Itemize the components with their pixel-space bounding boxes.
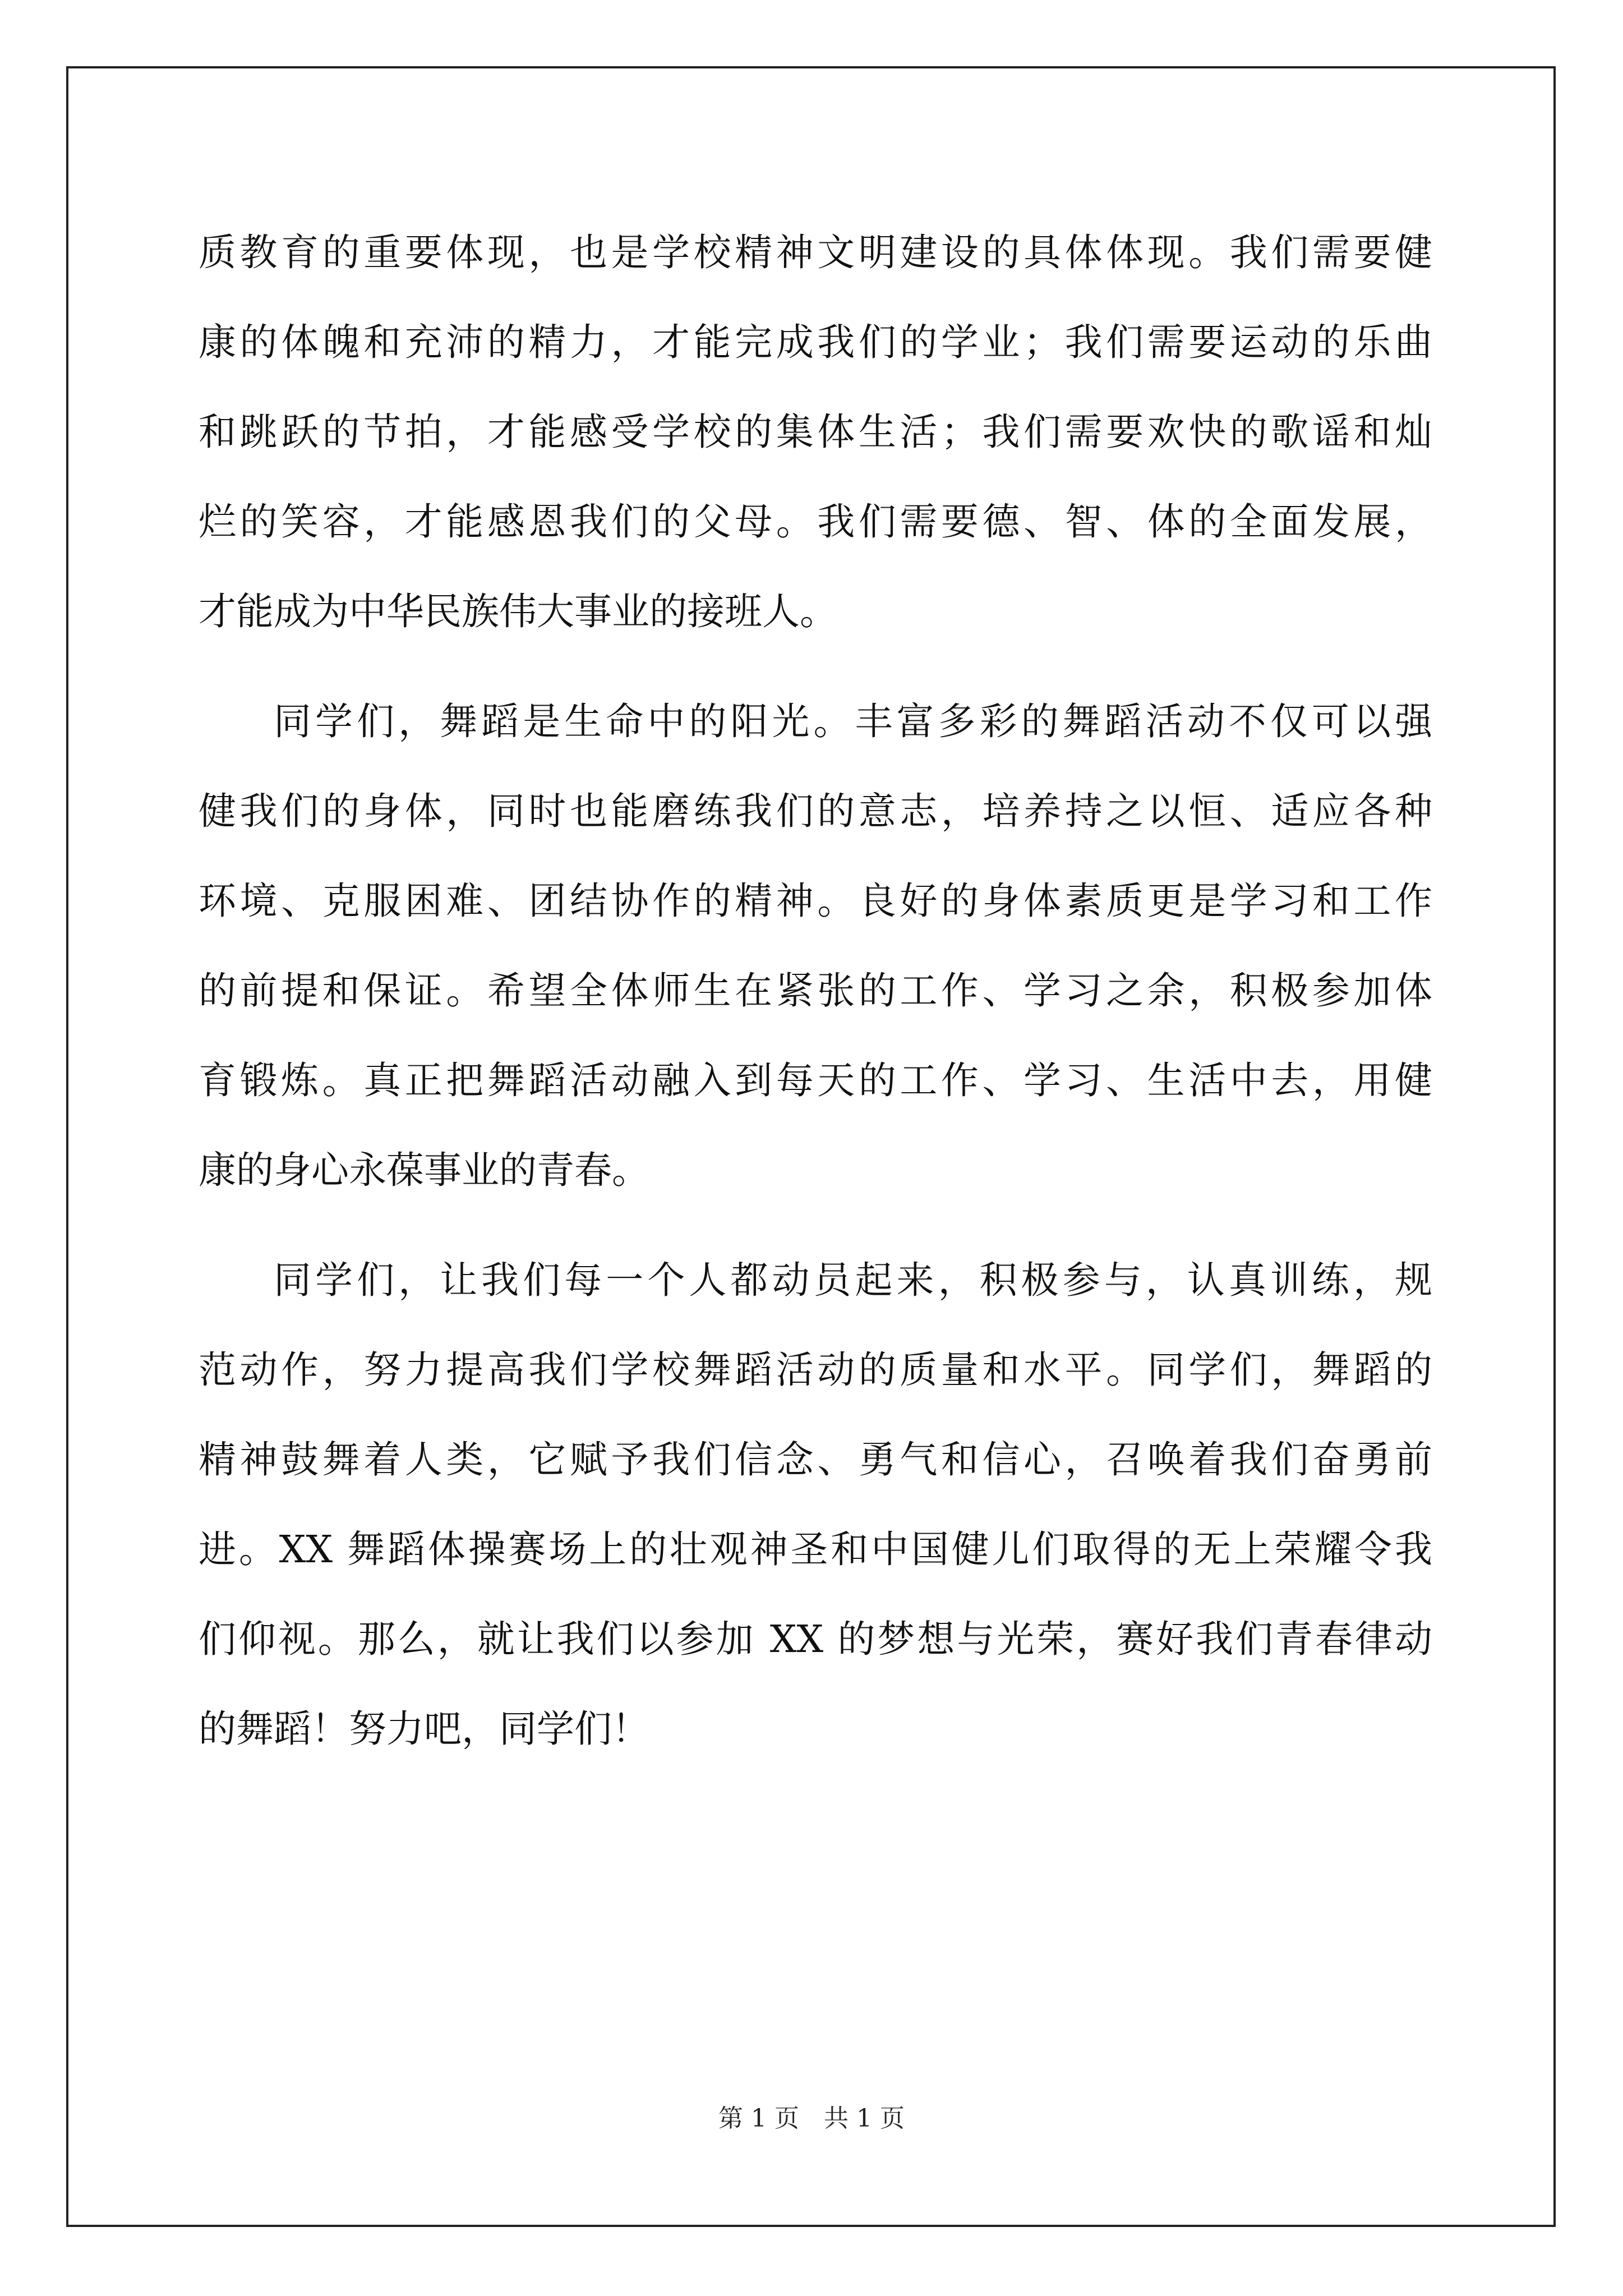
text-line: 健我们的身体，同时也能磨练我们的意志，培养持之以恒、适应各种	[199, 789, 1432, 833]
text-line: 们仰视。那么，就让我们以参加 XX 的梦想与光荣，赛好我们青春律动	[199, 1617, 1432, 1661]
current-page-number: 第 1 页	[718, 2104, 799, 2133]
text-line: 质教育的重要体现，也是学校精神文明建设的具体体现。我们需要健	[199, 231, 1432, 274]
document-body	[199, 208, 1432, 1774]
paragraph-2	[199, 677, 1432, 1215]
text-line: 进。XX 舞蹈体操赛场上的壮观神圣和中国健儿们取得的无上荣耀令我	[199, 1527, 1432, 1571]
text-line: 康的体魄和充沛的精力，才能完成我们的学业；我们需要运动的乐曲	[199, 320, 1432, 364]
text-line: 的舞蹈！努力吧，同学们！	[199, 1707, 649, 1751]
text-line: 烂的笑容，才能感恩我们的父母。我们需要德、智、体的全面发展，	[199, 500, 1432, 544]
text-line: 才能成为中华民族伟大事业的接班人。	[199, 590, 837, 633]
text-line: 和跳跃的节拍，才能感受学校的集体生活；我们需要欢快的歌谣和灿	[199, 410, 1432, 454]
text-line: 的前提和保证。希望全体师生在紧张的工作、学习之余，积极参加体	[199, 969, 1432, 1013]
paragraph-spacer	[199, 1215, 1432, 1235]
text-line: 康的身心永葆事业的青春。	[199, 1148, 649, 1192]
total-page-count: 共 1 页	[824, 2104, 905, 2133]
text-line: 育锻炼。真正把舞蹈活动融入到每天的工作、学习、生活中去，用健	[199, 1059, 1432, 1102]
text-line: 范动作，努力提高我们学校舞蹈活动的质量和水平。同学们，舞蹈的	[199, 1348, 1432, 1392]
text-line: 环境、克服困难、团结协作的精神。良好的身体素质更是学习和工作	[199, 879, 1432, 923]
paragraph-1	[199, 208, 1432, 656]
page-footer	[0, 2098, 1623, 2134]
text-line: 同学们，舞蹈是生命中的阳光。丰富多彩的舞蹈活动不仅可以强	[274, 700, 1432, 743]
text-line: 同学们，让我们每一个人都动员起来，积极参与，认真训练，规	[274, 1258, 1432, 1302]
paragraph-spacer	[199, 656, 1432, 677]
paragraph-3	[199, 1235, 1432, 1774]
text-line: 精神鼓舞着人类，它赋予我们信念、勇气和信心，召唤着我们奋勇前	[199, 1438, 1432, 1481]
